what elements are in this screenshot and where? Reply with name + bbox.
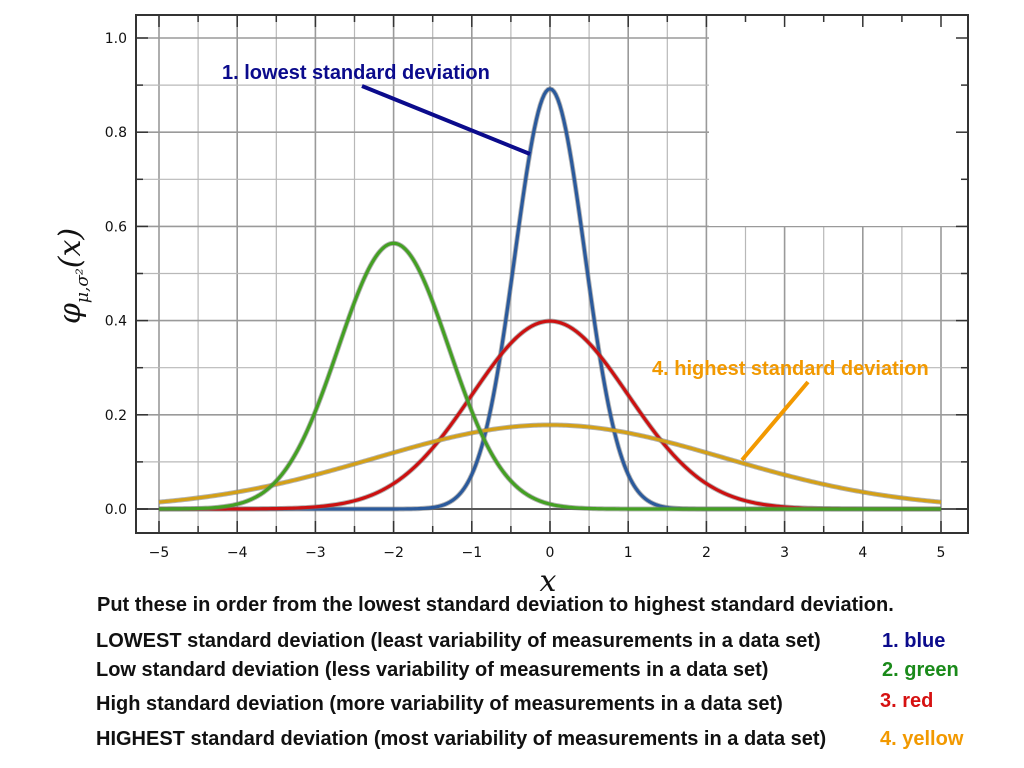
- y-tick-label: 0.0: [104, 502, 127, 518]
- x-tick-label: 0: [545, 545, 555, 561]
- row-high-answer: 3. red: [880, 690, 934, 712]
- annotation-lowest: 1. lowest standard deviation: [222, 62, 490, 84]
- x-tick-label: −1: [461, 545, 483, 561]
- svg-text:φμ,σ²(x): $\varphi_{\mu,\sigma^2}(x)$: [53, 227, 93, 325]
- x-tick-label: −3: [305, 545, 326, 561]
- x-tick-label: 3: [780, 545, 790, 561]
- y-tick-label: 0.6: [104, 219, 127, 236]
- row-lowest-answer: 1. blue: [882, 630, 946, 652]
- x-tick-label: 1: [623, 545, 633, 561]
- x-tick-label: 4: [858, 545, 868, 561]
- y-tick-label: 0.4: [104, 313, 127, 330]
- x-tick-label: −4: [226, 545, 248, 561]
- blank-region: [709, 16, 967, 226]
- y-tick-label: 0.2: [104, 407, 127, 424]
- x-tick-label: 2: [701, 545, 711, 561]
- y-tick-label: 1.0: [104, 31, 127, 47]
- row-high-label: High standard deviation (more variability of measurements in a data set): [96, 693, 783, 715]
- row-lowest-label: LOWEST standard deviation (least variability of measurements in a data set): [96, 630, 821, 652]
- x-axis-label: x: [539, 564, 557, 599]
- instruction-text: Put these in order from the lowest standard deviation to highest standard deviation.: [97, 594, 894, 616]
- row-low-answer: 2. green: [882, 659, 959, 681]
- annotation-highest: 4. highest standard deviation: [652, 358, 929, 380]
- x-tick-label: −2: [383, 545, 404, 561]
- x-tick-label: −5: [148, 545, 170, 561]
- row-low-label: Low standard deviation (less variability of measurements in a data set): [96, 659, 769, 681]
- x-tick-label: 5: [936, 545, 946, 561]
- row-highest-label: HIGHEST standard deviation (most variability of measurements in a data set): [96, 728, 827, 750]
- y-tick-label: 0.8: [104, 125, 127, 142]
- row-highest-answer: 4. yellow: [880, 728, 964, 750]
